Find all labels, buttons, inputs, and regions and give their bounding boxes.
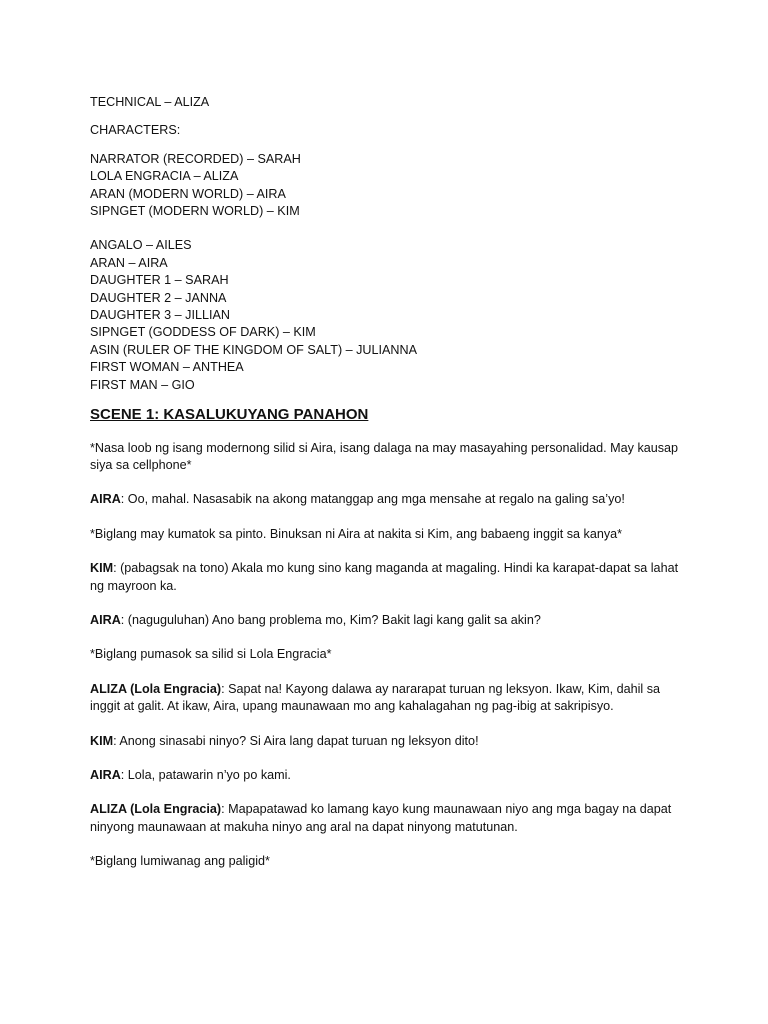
block-text: : Mapapatawad ko lamang kayo kung maunawaan niyo ang mga bagay na dapat ninyong maunawaan at makuha ninyo ang aral na dapat ninyong matutunan.	[90, 802, 672, 834]
speaker-name: AIRA	[90, 767, 121, 782]
cast-line: FIRST MAN – GIO	[90, 377, 195, 392]
dialogue-line	[90, 801, 690, 836]
dialogue-line	[90, 612, 690, 629]
scene-body	[90, 440, 690, 871]
cast-line: LOLA ENGRACIA – ALIZA	[90, 169, 239, 184]
dialogue-line	[90, 733, 690, 750]
dialogue-line	[90, 560, 690, 595]
dialogue-line	[90, 767, 690, 784]
block-text: *Biglang pumasok sa silid si Lola Engracia*	[90, 647, 332, 662]
cast-list-1	[90, 151, 690, 221]
block-text: : Lola, patawarin n’yo po kami.	[120, 767, 291, 782]
block-text: : Sapat na! Kayong dalawa ay nararapat turuan ng leksyon. Ikaw, Kim, dahil sa inggit at galit. At ikaw, Aira, upang maunawaan mo ang kahalagahan ng pag-ibig at sakripisyo.	[90, 681, 661, 714]
cast-line: ANGALO – AILES	[90, 238, 192, 253]
cast-list-2	[90, 237, 690, 394]
block-text: : (pabagsak na tono) Akala mo kung sino kang maganda at magaling. Hindi ka karapat-dapat sa lahat ng mayroon ka.	[90, 561, 679, 593]
cast-line: SIPNGET (GODDESS OF DARK) – KIM	[90, 325, 316, 340]
cast-line: ARAN (MODERN WORLD) – AIRA	[90, 186, 286, 201]
block-text: *Biglang lumiwanag ang paligid*	[90, 854, 270, 869]
block-text: *Nasa loob ng isang modernong silid si Aira, isang dalaga na may masayahing personalidad. May kausap siya sa cellphone*	[90, 440, 679, 472]
block-text: *Biglang may kumatok sa pinto. Binuksan ni Aira at nakita si Kim, ang babaeng inggit sa kanya*	[90, 526, 623, 541]
cast-line: DAUGHTER 3 – JILLIAN	[90, 308, 230, 323]
speaker-name: AIRA	[90, 492, 121, 507]
speaker-name: KIM	[90, 733, 114, 748]
stage-direction	[90, 646, 690, 663]
characters-heading: CHARACTERS:	[90, 123, 181, 138]
stage-direction	[90, 440, 690, 475]
cast-line: ARAN – AIRA	[90, 255, 168, 270]
dialogue-line	[90, 491, 690, 508]
block-text: : Anong sinasabi ninyo? Si Aira lang dapat turuan ng leksyon dito!	[113, 733, 479, 748]
block-text: : (naguguluhan) Ano bang problema mo, Kim? Bakit lagi kang galit sa akin?	[120, 612, 541, 627]
speaker-name: AIRA	[90, 612, 121, 627]
speaker-name: KIM	[90, 561, 114, 576]
cast-line: ASIN (RULER OF THE KINGDOM OF SALT) – JULIANNA	[90, 342, 418, 357]
cast-line: NARRATOR (RECORDED) – SARAH	[90, 151, 301, 166]
cast-line: DAUGHTER 2 – JANNA	[90, 290, 227, 305]
cast-line: SIPNGET (MODERN WORLD) – KIM	[90, 204, 300, 219]
block-text: : Oo, mahal. Nasasabik na akong matanggap ang mga mensahe at regalo na galing sa’yo!	[120, 492, 625, 507]
cast-line: FIRST WOMAN – ANTHEA	[90, 360, 244, 375]
stage-direction	[90, 853, 690, 870]
speaker-name: ALIZA (Lola Engracia)	[90, 681, 222, 696]
speaker-name: ALIZA (Lola Engracia)	[90, 802, 222, 817]
cast-line: DAUGHTER 1 – SARAH	[90, 273, 229, 288]
script-page	[90, 94, 690, 888]
technical-line: TECHNICAL – ALIZA	[90, 95, 210, 109]
scene-title: SCENE 1: KASALUKUYANG PANAHON	[90, 406, 369, 424]
stage-direction	[90, 526, 690, 543]
dialogue-line	[90, 681, 690, 716]
